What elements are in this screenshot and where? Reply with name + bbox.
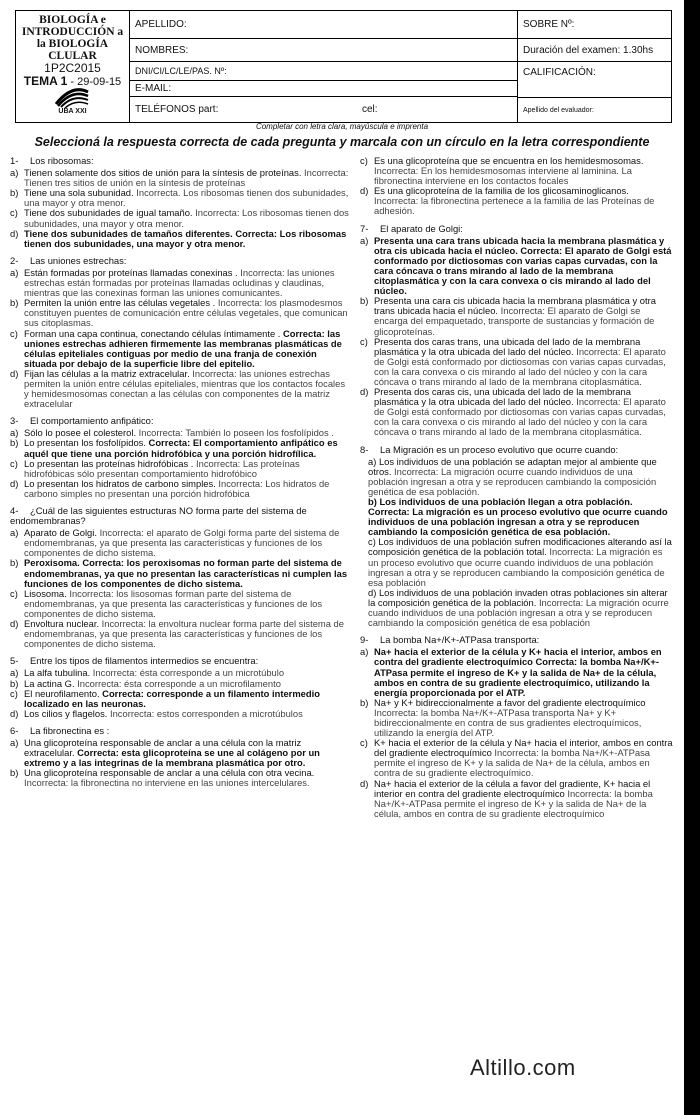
option-text: Na+ y K+ bidireccionalmente a favor del gradiente electroquímico bbox=[374, 696, 646, 708]
option-text: Están formadas por proteínas llamadas conexinas . bbox=[24, 266, 238, 278]
option-letter: c) bbox=[360, 155, 368, 166]
field-email[interactable]: E-MAIL: bbox=[130, 81, 517, 97]
option-letter: b) bbox=[360, 295, 369, 307]
option-letter: d) bbox=[10, 227, 19, 239]
answer-option[interactable] bbox=[360, 698, 675, 738]
question-text: El comportamiento anfipático: bbox=[30, 415, 154, 427]
option-letter: b) bbox=[10, 677, 19, 689]
feedback-text: Incorrecta: ésta corresponde a un microtúbulo bbox=[90, 667, 285, 679]
option-letter: a) bbox=[360, 646, 369, 658]
course-title: BIOLOGÍA e INTRODUCCIÓN a la BIOLOGÍA CLULAR bbox=[21, 14, 124, 62]
option-text: Envoltura nuclear. bbox=[24, 618, 100, 630]
option-text: El neurofilamento. bbox=[24, 687, 100, 699]
cel-label: cel: bbox=[362, 104, 378, 115]
question-heading bbox=[10, 416, 350, 426]
option-letter: d) bbox=[10, 618, 19, 630]
option-text: La alfa tubulina. bbox=[24, 667, 91, 679]
question-4 bbox=[10, 506, 350, 649]
option-letter: d) bbox=[10, 367, 19, 379]
option-text: d) Los individuos de una población invaden otras poblaciones sin alterar la composición genética de la población. bbox=[368, 586, 668, 608]
option-letter: a) bbox=[360, 234, 369, 246]
feedback-text: Incorrecta: El aparato de Golgi está conformado por dictiosomas con varias capas curvadas, con la cara convexa o cis mirando al lado del núcleo y con la cara cóncava o trans mirando al lado de la membrana citoplasmática. bbox=[374, 345, 666, 387]
question-7 bbox=[360, 224, 675, 438]
question-text: El aparato de Golgi: bbox=[380, 222, 463, 234]
question-number: 8- bbox=[360, 443, 369, 455]
option-letter: a) bbox=[10, 667, 19, 679]
question-text: Entre los tipos de filamentos intermedios se encuentra: bbox=[30, 655, 259, 667]
question-number: 5- bbox=[10, 655, 19, 667]
admin-fields bbox=[518, 11, 671, 122]
answer-option[interactable] bbox=[10, 459, 350, 479]
watermark: Altillo.com bbox=[470, 1055, 576, 1080]
option-letter: d) bbox=[10, 707, 19, 719]
answer-option[interactable] bbox=[360, 296, 675, 336]
answer-option[interactable] bbox=[10, 709, 350, 719]
answer-option[interactable] bbox=[10, 208, 350, 228]
option-text: La actina G. bbox=[24, 677, 75, 689]
feedback-text: Incorrecta: estos corresponden a microtúbulos bbox=[107, 707, 303, 719]
option-letter: d) bbox=[360, 386, 369, 398]
option-text: Es una glicoproteína que se encuentra en los hemidesmosomas. bbox=[374, 155, 644, 166]
field-apellido[interactable]: APELLIDO: bbox=[130, 11, 517, 39]
answer-option[interactable] bbox=[360, 588, 675, 628]
option-letter: d) bbox=[10, 477, 19, 489]
fill-note: Completar con letra clara, mayúscula e imprenta bbox=[255, 122, 429, 131]
question-number: 7- bbox=[360, 222, 369, 234]
feedback-text: Incorrecta. Los ribosomas tienen dos subunidades, una mayor y otra menor. bbox=[24, 187, 349, 209]
option-letter: a) bbox=[10, 167, 19, 179]
question-3 bbox=[10, 416, 350, 499]
question-8 bbox=[360, 445, 675, 629]
option-letter: d) bbox=[360, 185, 369, 197]
answer-option[interactable] bbox=[10, 369, 350, 409]
question-number: 9- bbox=[360, 634, 369, 646]
question-number: 1- bbox=[10, 155, 19, 166]
option-text: Lisosoma. bbox=[24, 587, 67, 599]
option-text: Tiene dos subunidades de tamaños diferentes. Correcta: Los ribosomas tienen dos subunidades, una mayor y otra menor. bbox=[24, 227, 347, 249]
answer-option[interactable] bbox=[10, 188, 350, 208]
uba-logo-icon bbox=[54, 82, 90, 108]
option-text: Una glicoproteína responsable de anclar a una célula con la matriz extracelular. bbox=[24, 736, 302, 759]
logo-text: UBA XXI bbox=[58, 108, 87, 115]
question-heading bbox=[10, 156, 350, 166]
option-text: Na+ hacia el exterior de la célula y K+ hacia el interior, ambos en contra del gradiente electroquímico Correcta: la bomba Na+/K+-ATPasa permite el ingreso de K+ y la salida de Na+ de la célula, ambos en contra de su gradiente electroquímico, utilizando la energía proporcionada por el ATP. bbox=[374, 646, 662, 698]
option-text: Permiten la unión entre las células vegetales . bbox=[24, 297, 216, 309]
feedback-text: Incorrecta: El aparato de Golgi está conformado por dictiosomas con varias capas curvadas, con la cara convexa o cis mirando al lado del núcleo y con la cara cóncava o trans mirando al lado de la membrana citoplasmática. bbox=[374, 396, 666, 438]
answer-option[interactable] bbox=[10, 689, 350, 709]
instructions: Seleccioná la respuesta correcta de cada pregunta y marcala con un círculo en la letra correspondiente bbox=[34, 135, 650, 149]
answer-option[interactable] bbox=[10, 619, 350, 649]
option-letter: a) bbox=[10, 736, 19, 748]
option-text: Na+ hacia el exterior de la célula a favor del gradiente, K+ hacia el interior en contra del gradiente electroquímico bbox=[374, 777, 651, 799]
option-text: Forman una capa continua, conectando células íntimamente . bbox=[24, 327, 281, 339]
option-letter: a) bbox=[10, 527, 19, 539]
option-text: Sólo lo posee el colesterol. bbox=[24, 427, 137, 439]
option-text: Presenta dos caras cis, una ubicada del lado de la membrana plasmática y la otra ubicada del lado del núcleo. bbox=[374, 386, 631, 408]
correct-feedback: Correcta: corresponde a un filamento intermedio localizado en las neuronas. bbox=[24, 687, 320, 709]
answer-option[interactable] bbox=[360, 337, 675, 387]
feedback-text: Incorrecta: La migración es un proceso evolutivo que ocurre cuando individuos de una población ingresan a otra y se reproducen cambiando la composición genética de esa población bbox=[368, 546, 665, 588]
answer-option[interactable] bbox=[360, 537, 675, 587]
answer-option[interactable] bbox=[10, 268, 350, 298]
answer-option[interactable] bbox=[10, 558, 350, 588]
feedback-text: Incorrecta: Las proteínas hidrofóbicas sólo presentan comportamiento hidrofóbico bbox=[24, 457, 300, 479]
question-5 bbox=[10, 656, 350, 719]
option-letter: c) bbox=[10, 587, 18, 599]
feedback-text: Incorrecta: ésta corresponde a un microfilamento bbox=[74, 677, 281, 689]
feedback-text: Incorrecta: la fibronectina no interviene en las uniones intercelulares. bbox=[24, 777, 310, 789]
answer-option[interactable] bbox=[360, 387, 675, 437]
feedback-text: Incorrecta: los plasmodesmos constituyen puentes de comunicación entre células vegetales, que comunican sus citoplasmas. bbox=[24, 297, 348, 329]
question-text: La Migración es un proceso evolutivo que ocurre cuando: bbox=[380, 443, 619, 455]
option-text: b) Los individuos de una población llegan a otra población. Correcta: La migración es un proceso evolutivo que ocurre cuando individuos de una población ingresan a otra y se reproducen cambiando la composición genética de esa población. bbox=[368, 496, 668, 538]
field-duracion: Duración del examen: 1.30hs bbox=[518, 39, 671, 62]
option-letter: b) bbox=[10, 437, 19, 449]
question-heading bbox=[10, 726, 350, 736]
answer-option[interactable] bbox=[360, 156, 675, 186]
option-text: Los cilios y flagelos. bbox=[24, 707, 108, 719]
field-calificacion[interactable]: CALIFICACIÓN: bbox=[523, 67, 596, 78]
right-column bbox=[360, 156, 675, 826]
feedback-text: Incorrecta: En los hemidesmosomas interviene al laminina. La fibronectina interviene en los contactos focales bbox=[374, 165, 632, 187]
feedback-text: Incorrecta: la bomba Na+/K+-ATPasa permite el ingreso de K+ y la salida de Na+ de la célula, ambos en contra de su gradiente electroquímico bbox=[374, 787, 653, 819]
feedback-text: Incorrecta: Los ribosomas tienen dos subunidades, una mayor y otra menor. bbox=[24, 207, 349, 229]
tema-date: TEMA 1 - 29-09-15 bbox=[23, 74, 122, 88]
field-telefonos[interactable]: TELÉFONOS part: cel: bbox=[135, 104, 378, 115]
feedback-text: Incorrecta: la fibronectina pertenece a la familia de las Proteínas de adhesión. bbox=[374, 195, 655, 217]
question-text: La bomba Na+/K+-ATPasa transporta: bbox=[380, 634, 540, 646]
option-text: Aparato de Golgi. bbox=[24, 527, 97, 539]
feedback-text: Incorrecta: Tienen tres sitios de unión en la síntesis de proteínas bbox=[24, 167, 349, 189]
feedback-text: Incorrecta: También lo poseen los fosfolípidos . bbox=[136, 427, 334, 439]
question-text: Los ribosomas: bbox=[30, 155, 94, 166]
question-number: 3- bbox=[10, 415, 19, 427]
feedback-text: Incorrecta: la envoltura nuclear forma parte del sistema de endomembranas, ya que presenta las características y funciones de los componentes de dicho sistema. bbox=[24, 618, 344, 650]
option-letter: c) bbox=[360, 335, 368, 347]
answer-option[interactable] bbox=[360, 647, 675, 697]
question-heading bbox=[10, 506, 350, 526]
answer-option[interactable] bbox=[10, 229, 350, 249]
left-column bbox=[10, 156, 350, 795]
feedback-text: Incorrecta: La migración ocurre cuando individuos de una población ingresan a otra y se reproducen cambiando la composición genética de esa población. bbox=[368, 465, 657, 497]
option-text: Lo presentan las proteínas hidrofóbicas . bbox=[24, 457, 194, 469]
option-letter: c) bbox=[10, 457, 18, 469]
course-box bbox=[16, 11, 130, 122]
option-letter: a) bbox=[10, 427, 19, 439]
question-6-continued bbox=[360, 156, 675, 217]
exam-header bbox=[15, 10, 672, 123]
question-number: 6- bbox=[10, 724, 19, 736]
question-9 bbox=[360, 635, 675, 819]
right-edge-bar bbox=[684, 0, 700, 1115]
field-evaluador[interactable]: Apellido del evaluador: bbox=[518, 97, 671, 122]
student-fields bbox=[130, 11, 518, 122]
option-letter: b) bbox=[10, 767, 19, 779]
option-text: K+ hacia el exterior de la célula y Na+ hacia el interior, ambos en contra del gradiente electroquímico bbox=[374, 737, 673, 759]
feedback-text: Incorrecta: el aparato de Golgi forma parte del sistema de endomembranas, ya que presenta las características y funciones de los componentes de dicho sistema. bbox=[24, 527, 340, 559]
option-text: Lo presentan los fosfolípidos. bbox=[24, 437, 146, 449]
option-text: Es una glicoproteína de la familia de los glicosaminoglicanos. bbox=[374, 185, 629, 197]
answer-option[interactable] bbox=[360, 738, 675, 778]
feedback-text: Incorrecta: las uniones estrechas permiten la unión entre células epiteliales, mientras que los contactos focales y hemidesmosomas conectan a las células con componentes de la matriz extracelular bbox=[24, 367, 346, 410]
option-letter: a) bbox=[10, 266, 19, 278]
answer-option[interactable] bbox=[10, 479, 350, 499]
answer-option[interactable] bbox=[10, 528, 350, 558]
answer-option[interactable] bbox=[10, 768, 350, 788]
option-letter: b) bbox=[10, 297, 19, 309]
option-text: Tiene dos subunidades de igual tamaño. bbox=[24, 207, 193, 219]
option-text: Presenta una cara trans ubicada hacia la membrana plasmática y otra cis ubicada hacia el núcleo. Correcta: El aparato de Golgi está conformado por dictiosomas con varias capas curvadas, con la cara cóncava o trans mirando al lado de la membrana citoplasmática y con la cara convexa o cis mirando al lado del núcleo. bbox=[374, 234, 672, 297]
option-text: Peroxisoma. Correcta: los peroxisomas no forman parte del sistema de endomembranas, ya que no presentan las características ni cumplen las funciones de los componentes de dicho sistema. bbox=[24, 557, 348, 589]
answer-option[interactable] bbox=[10, 589, 350, 619]
feedback-text: Incorrecta: Los hidratos de carbono simples no presentan una porción hidrofóbica bbox=[24, 477, 330, 499]
feedback-text: Incorrecta: El aparato de Golgi se encarga del empaquetado, transporte de sustancias y formación de glicoproteínas. bbox=[374, 305, 655, 337]
answer-option[interactable] bbox=[360, 236, 675, 297]
option-letter: c) bbox=[10, 207, 18, 219]
option-text: Fijan las células a la matriz extracelular. bbox=[24, 367, 190, 379]
option-text: Tiene una sola subunidad. bbox=[24, 187, 134, 199]
option-text: Una glicoproteína responsable de anclar a una célula con otra vecina. bbox=[24, 767, 315, 779]
field-sobre[interactable]: SOBRE Nº: bbox=[518, 11, 671, 39]
correct-feedback: Correcta: las uniones estrechas adhieren firmemente las membranas plasmáticas de células epiteliales contiguas por medio de una franja de conexión situada por debajo de la superficie libre del epitelio. bbox=[24, 327, 342, 369]
correct-feedback: Correcta: esta glicoproteína se une al colágeno por un extremo y a las integrinas de la membrana plasmática por otro. bbox=[24, 747, 320, 769]
question-heading bbox=[360, 635, 675, 645]
answer-option[interactable] bbox=[360, 497, 675, 537]
option-letter: b) bbox=[360, 696, 369, 708]
question-heading bbox=[360, 445, 675, 455]
correct-feedback: Correcta: El comportamiento anfipático es aquél que tiene una porción hidrofóbica y una porción hidrofílica. bbox=[24, 437, 338, 459]
question-heading bbox=[10, 656, 350, 666]
option-letter: c) bbox=[10, 327, 18, 339]
answer-option[interactable] bbox=[10, 738, 350, 768]
option-text: c) Los individuos de una población sufren modificaciones alterando así la composición genética de la población total. bbox=[368, 536, 672, 558]
question-heading bbox=[10, 256, 350, 266]
feedback-text: Incorrecta: los lisosomas forman parte del sistema de endomembranas, ya que presenta las características y funciones de los componentes de dicho sistema. bbox=[24, 587, 323, 619]
question-1 bbox=[10, 156, 350, 249]
option-text: Tienen solamente dos sitios de unión para la síntesis de proteínas. bbox=[24, 167, 302, 179]
question-text: Las uniones estrechas: bbox=[30, 254, 127, 266]
course-code: 1P2C2015 bbox=[44, 61, 101, 75]
option-letter: b) bbox=[10, 557, 19, 569]
answer-option[interactable] bbox=[360, 779, 675, 819]
option-letter: c) bbox=[360, 737, 368, 749]
question-text: ¿Cuál de las siguientes estructuras NO forma parte del sistema de endomembranas? bbox=[10, 505, 307, 527]
option-letter: d) bbox=[360, 777, 369, 789]
option-text: a) Los individuos de una población se adaptan mejor al ambiente que otros. bbox=[368, 455, 657, 477]
feedback-text: Incorrecta: la bomba Na+/K+-ATPasa permite el ingreso de K+ y la salida de Na+ de la célula, ambos en contra de su gradiente electroquímico. bbox=[374, 747, 651, 779]
feedback-text: Incorrecta: las uniones estrechas están formadas por proteínas llamadas ocludinas y claudinas, mientras que las conexinas forman las uniones comunicantes. bbox=[24, 266, 335, 299]
question-number: 4- bbox=[10, 505, 19, 516]
option-text: Presenta dos caras trans, una ubicada del lado de la membrana plasmática y la otra ubicada del lado del núcleo. bbox=[374, 335, 641, 357]
feedback-text: Incorrecta: La migración ocurre cuando individuos de una población ingresan a otra y se reproducen cambiando la composición genética de esa población bbox=[368, 596, 669, 629]
option-text: Lo presentan los hidratos de carbono simples. bbox=[24, 477, 216, 489]
option-letter: c) bbox=[10, 687, 18, 699]
answer-option[interactable] bbox=[10, 438, 350, 458]
option-letter: b) bbox=[10, 187, 19, 199]
question-6 bbox=[10, 726, 350, 789]
answer-option[interactable] bbox=[10, 329, 350, 369]
option-text: Presenta una cara cis ubicada hacia la membrana plasmática y otra trans ubicada hacia el núcleo. bbox=[374, 295, 656, 317]
field-dni[interactable]: DNI/CI/LC/LE/PAS. Nº: bbox=[130, 62, 517, 81]
question-2 bbox=[10, 256, 350, 409]
answer-option[interactable] bbox=[360, 186, 675, 216]
question-text: La fibronectina es : bbox=[30, 724, 110, 736]
feedback-text: Incorrecta: la bomba Na+/K+-ATPasa transporta Na+ y K+ bidireccionalmente en contra de sus gradientes electroquímicos, utilizando la energía del ATP. bbox=[374, 706, 642, 739]
field-nombres[interactable]: NOMBRES: bbox=[130, 39, 517, 62]
answer-option[interactable] bbox=[10, 298, 350, 328]
answer-option[interactable] bbox=[10, 168, 350, 188]
question-heading bbox=[360, 224, 675, 234]
question-number: 2- bbox=[10, 254, 19, 266]
answer-option[interactable] bbox=[360, 457, 675, 497]
